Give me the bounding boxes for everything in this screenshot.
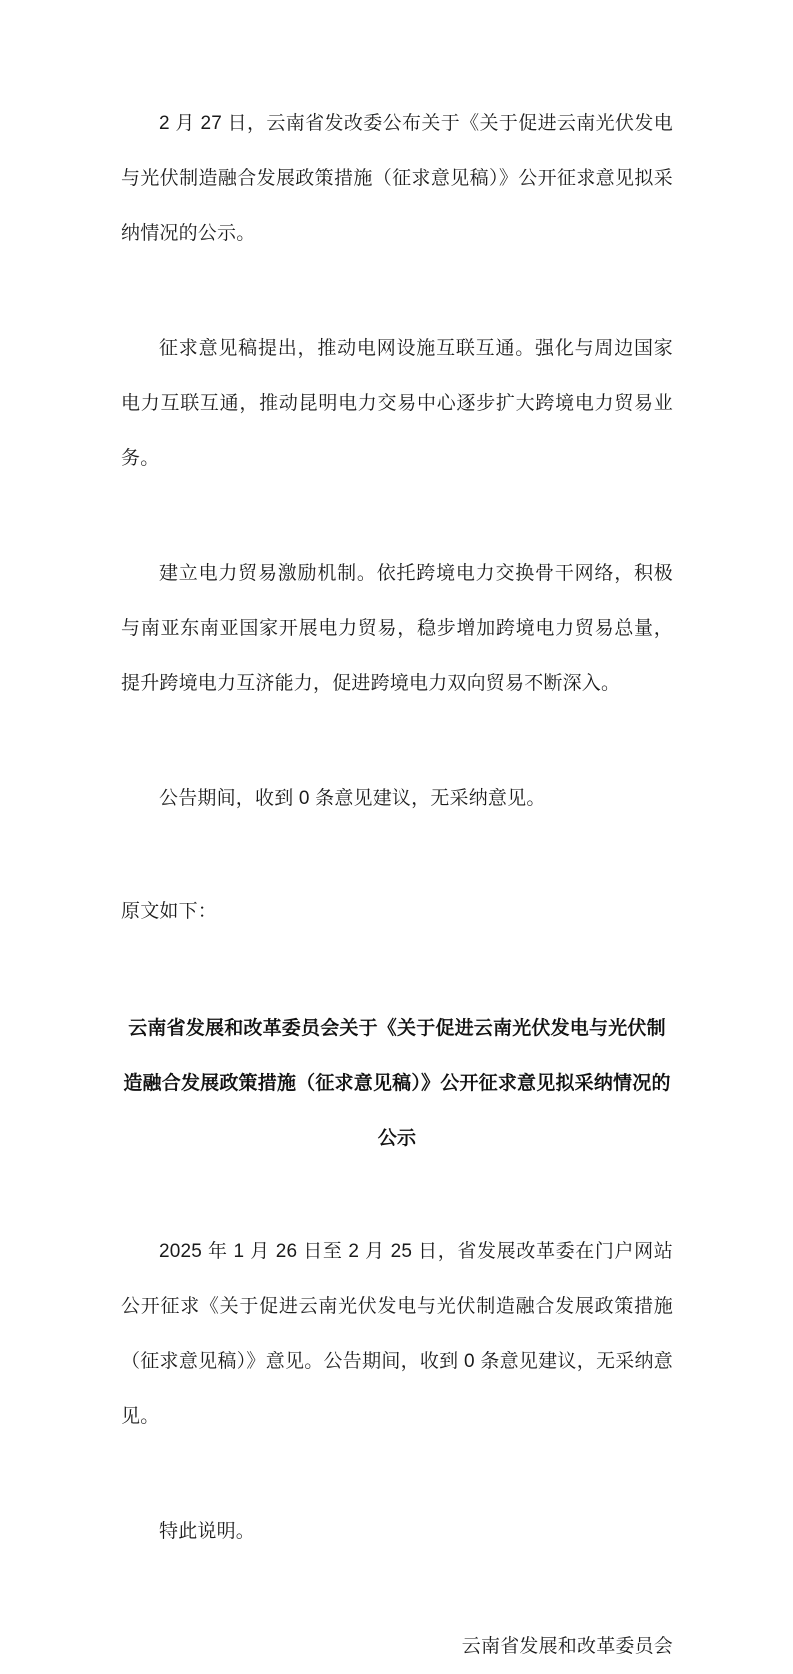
title-gap bbox=[121, 1166, 673, 1224]
top-margin-spacer bbox=[121, 0, 673, 96]
paragraph-gap bbox=[121, 1444, 673, 1504]
paragraph-gap bbox=[121, 711, 673, 771]
paragraph-gap bbox=[121, 826, 673, 884]
intro-paragraph-1: 2 月 27 日，云南省发改委公布关于《关于促进云南光伏发电与光伏制造融合发展政策措施（征求意见稿）》公开征求意见拟采纳情况的公示。 bbox=[121, 113, 673, 244]
paragraph-gap bbox=[121, 261, 673, 321]
body-paragraph-1: 2025 年 1 月 26 日至 2 月 25 日，省发展改革委在门户网站公开征求《关于促进云南光伏发电与光伏制造融合发展政策措施（征求意见稿）》意见。公告期间，收到 0 条意见建议，无采纳意见。 bbox=[121, 1241, 673, 1427]
original-text-label: 原文如下： bbox=[121, 901, 218, 922]
signature-gap bbox=[121, 1559, 673, 1619]
intro-paragraph-3: 建立电力贸易激励机制。依托跨境电力交换骨干网络，积极与南亚东南亚国家开展电力贸易，稳步增加跨境电力贸易总量，提升跨境电力互济能力，促进跨境电力双向贸易不断深入。 bbox=[121, 563, 673, 694]
signature-authority: 云南省发展和改革委员会 bbox=[461, 1636, 673, 1657]
body-paragraph-2: 特此说明。 bbox=[159, 1521, 256, 1542]
document-title: 云南省发展和改革委员会关于《关于促进云南光伏发电与光伏制造融合发展政策措施（征求意见稿）》公开征求意见拟采纳情况的公示 bbox=[123, 1018, 671, 1149]
paragraph-gap bbox=[121, 486, 673, 546]
intro-paragraph-4: 公告期间，收到 0 条意见建议，无采纳意见。 bbox=[159, 788, 546, 809]
document-content bbox=[121, 0, 673, 1674]
title-gap bbox=[121, 939, 673, 1001]
intro-paragraph-2: 征求意见稿提出，推动电网设施互联互通。强化与周边国家电力互联互通，推动昆明电力交易中心逐步扩大跨境电力贸易业务。 bbox=[121, 338, 673, 469]
